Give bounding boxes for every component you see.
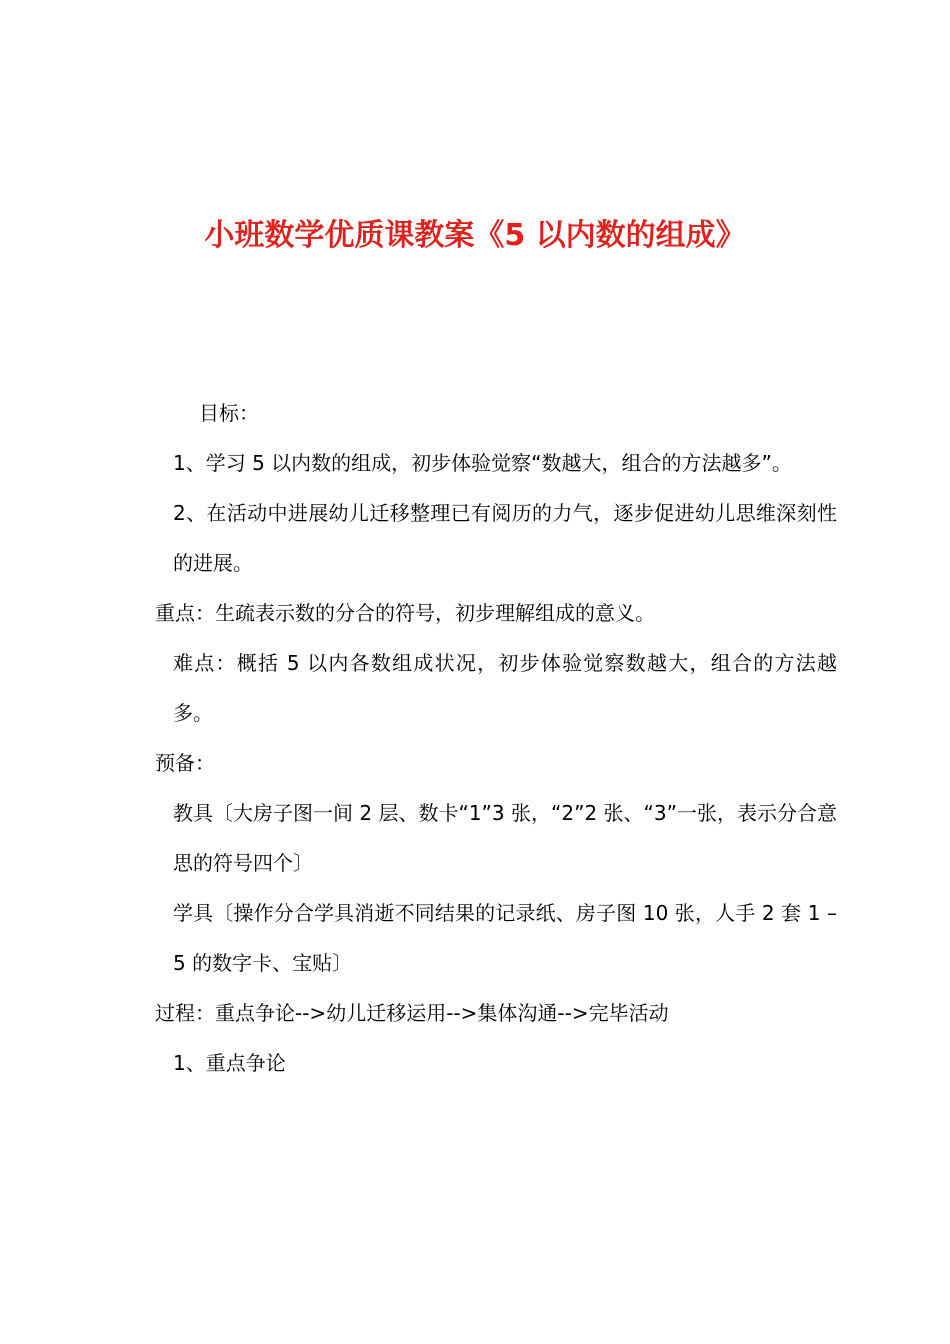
- process-step-1: 1、重点争论: [173, 1051, 286, 1075]
- process: 过程：重点争论-->幼儿迁移运用-->集体沟通-->完毕活动: [155, 1001, 669, 1025]
- document-title: 小班数学优质课教案《5 以内数的组成》: [204, 218, 746, 253]
- learning-aids: 学具〔操作分合学具消逝不同结果的记录纸、房子图 10 张，人手 2 套 1 – 5 的数字卡、宝贴〕: [173, 901, 837, 975]
- preparation-heading: 预备：: [155, 751, 215, 775]
- key-point: 重点：生疏表示数的分合的符号，初步理解组成的意义。: [155, 601, 655, 625]
- document-body: [127, 388, 837, 1088]
- teaching-aids: 教具〔大房子图一间 2 层、数卡“1”3 张，“2”2 张、“3”一张，表示分合意思的符号四个〕: [173, 801, 837, 875]
- goal-heading: 目标：: [199, 401, 259, 425]
- goal-item-2: 2、在活动中进展幼儿迁移整理已有阅历的力气，逐步促进幼儿思维深刻性的进展。: [173, 501, 837, 575]
- goal-item-1: 1、学习 5 以内数的组成，初步体验觉察“数越大，组合的方法越多”。: [173, 451, 792, 475]
- difficulty: 难点：概括 5 以内各数组成状况，初步体验觉察数越大，组合的方法越多。: [173, 651, 837, 725]
